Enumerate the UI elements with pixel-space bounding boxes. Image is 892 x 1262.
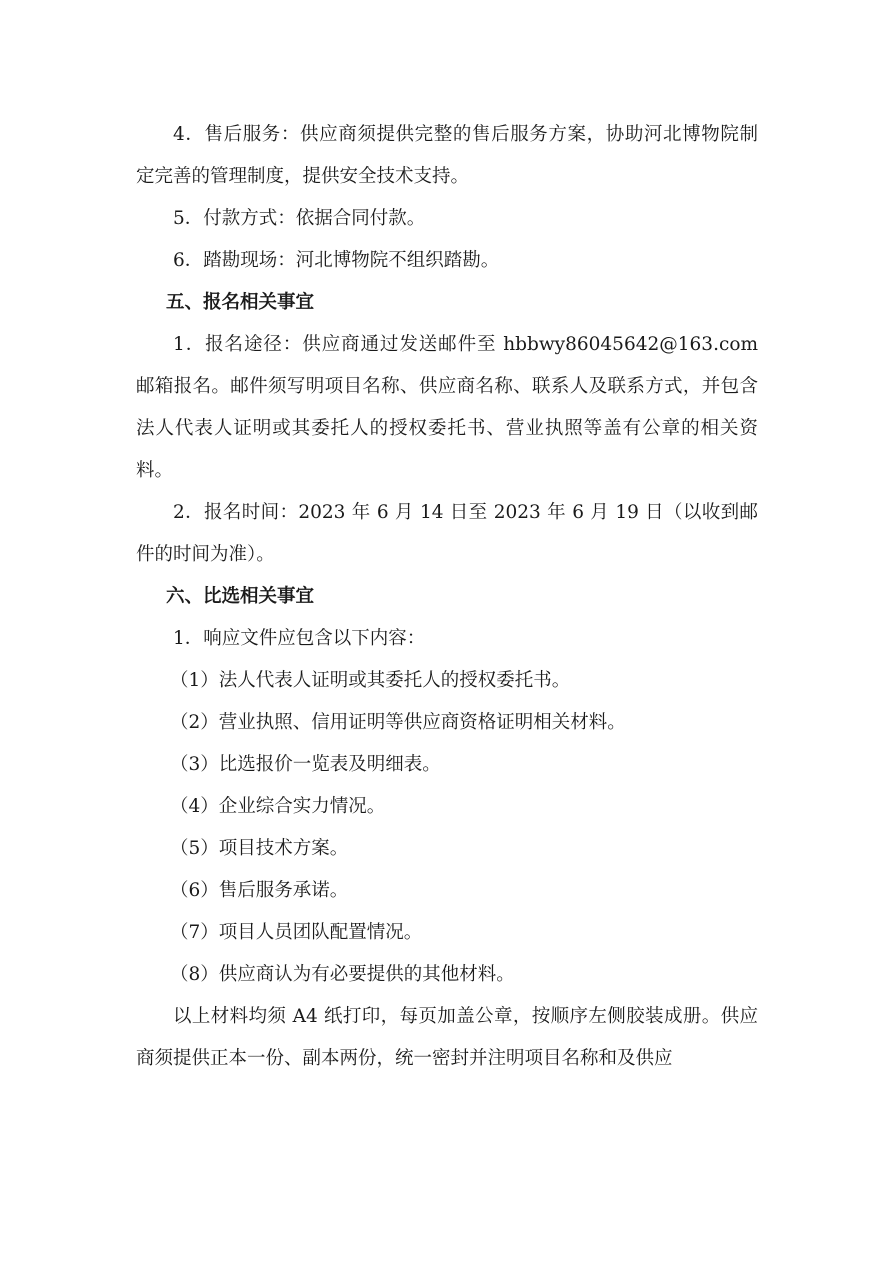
list-item: （2）营业执照、信用证明等供应商资格证明相关材料。 bbox=[170, 712, 626, 733]
list-item: （8）供应商认为有必要提供的其他材料。 bbox=[170, 964, 515, 985]
list-item: （1）法人代表人证明或其委托人的授权委托书。 bbox=[170, 670, 571, 691]
list-item: （4）企业综合实力情况。 bbox=[170, 796, 386, 817]
paragraph-response-contents: 1．响应文件应包含以下内容： bbox=[173, 628, 426, 649]
list-item: （7）项目人员团队配置情况。 bbox=[170, 922, 423, 943]
paragraph-after-sales: 4．售后服务：供应商须提供完整的售后服务方案，协助河北博物院制定完善的管理制度，提供安全技术支持。 bbox=[136, 124, 758, 187]
paragraph-site-visit: 6．踏勘现场：河北博物院不组织踏勘。 bbox=[173, 250, 500, 271]
paragraph-material-requirements: 以上材料均须 A4 纸打印，每页加盖公章，按顺序左侧胶装成册。供应商须提供正本一份、副本两份，统一密封并注明项目名称和及供应 bbox=[136, 1006, 758, 1069]
paragraph-registration-method: 1．报名途径：供应商通过发送邮件至 hbbwy86045642@163.com 邮箱报名。邮件须写明项目名称、供应商名称、联系人及联系方式，并包含法人代表人证明或其委托人的授权委托书、营业执照等盖有公章的相关资料。 bbox=[136, 334, 758, 481]
list-item: （5）项目技术方案。 bbox=[170, 838, 349, 859]
paragraph-payment: 5．付款方式：依据合同付款。 bbox=[173, 208, 426, 229]
section-heading-selection: 六、比选相关事宜 bbox=[166, 586, 315, 607]
list-item: （6）售后服务承诺。 bbox=[170, 880, 349, 901]
list-item: （3）比选报价一览表及明细表。 bbox=[170, 754, 441, 775]
section-heading-registration: 五、报名相关事宜 bbox=[166, 292, 315, 313]
paragraph-registration-time: 2．报名时间：2023 年 6 月 14 日至 2023 年 6 月 19 日（以收到邮件的时间为准）。 bbox=[136, 502, 758, 565]
document-body bbox=[136, 114, 758, 1080]
